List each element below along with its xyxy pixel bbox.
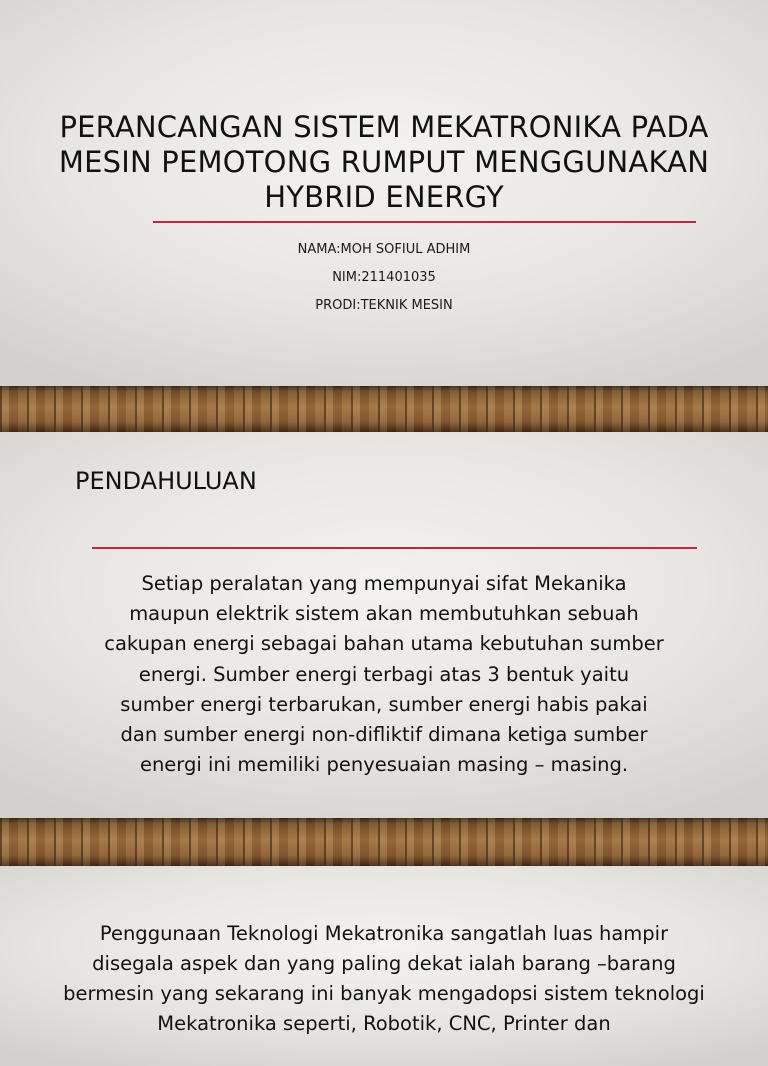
slide-title: PERANCANGAN SISTEM MEKATRONIKA PADA MESIN PEMOTONG RUMPUT MENGGUNAKAN HYBRID ENERGY [58,110,710,214]
content-slide [0,866,768,1066]
wood-floor-divider [0,818,768,866]
wood-floor-divider [0,386,768,432]
student-id: NIM:211401035 [332,270,436,285]
intro-paragraph: Setiap peralatan yang mempunyai sifat Mekanika maupun elektrik sistem akan membutuhkan sebuah cakupan energi sebagai bahan utama kebutuhan sumber energi. Sumber energi terbagi atas 3 bentuk yaitu sumber energi terbarukan, sumber energi habis pakai dan sumber energi non-difliktif dimana ketiga sumber energi ini memiliki penyesuaian masing – masing. [104,572,664,777]
author-name: NAMA:MOH SOFIUL ADHIM [297,242,471,257]
heading-divider [92,547,697,549]
title-slide [0,0,768,386]
title-divider [153,221,696,223]
section-heading: PENDAHULUAN [75,467,257,495]
content-paragraph: Penggunaan Teknologi Mekatronika sangatlah luas hampir disegala aspek dan yang paling dekat ialah barang –barang bermesin yang sekarang ini banyak mengadopsi sistem teknologi Mekatronika seperti, Robotik, CNC, Printer dan [63,922,705,1035]
intro-slide [0,432,768,818]
study-program: PRODI:TEKNIK MESIN [315,298,453,313]
